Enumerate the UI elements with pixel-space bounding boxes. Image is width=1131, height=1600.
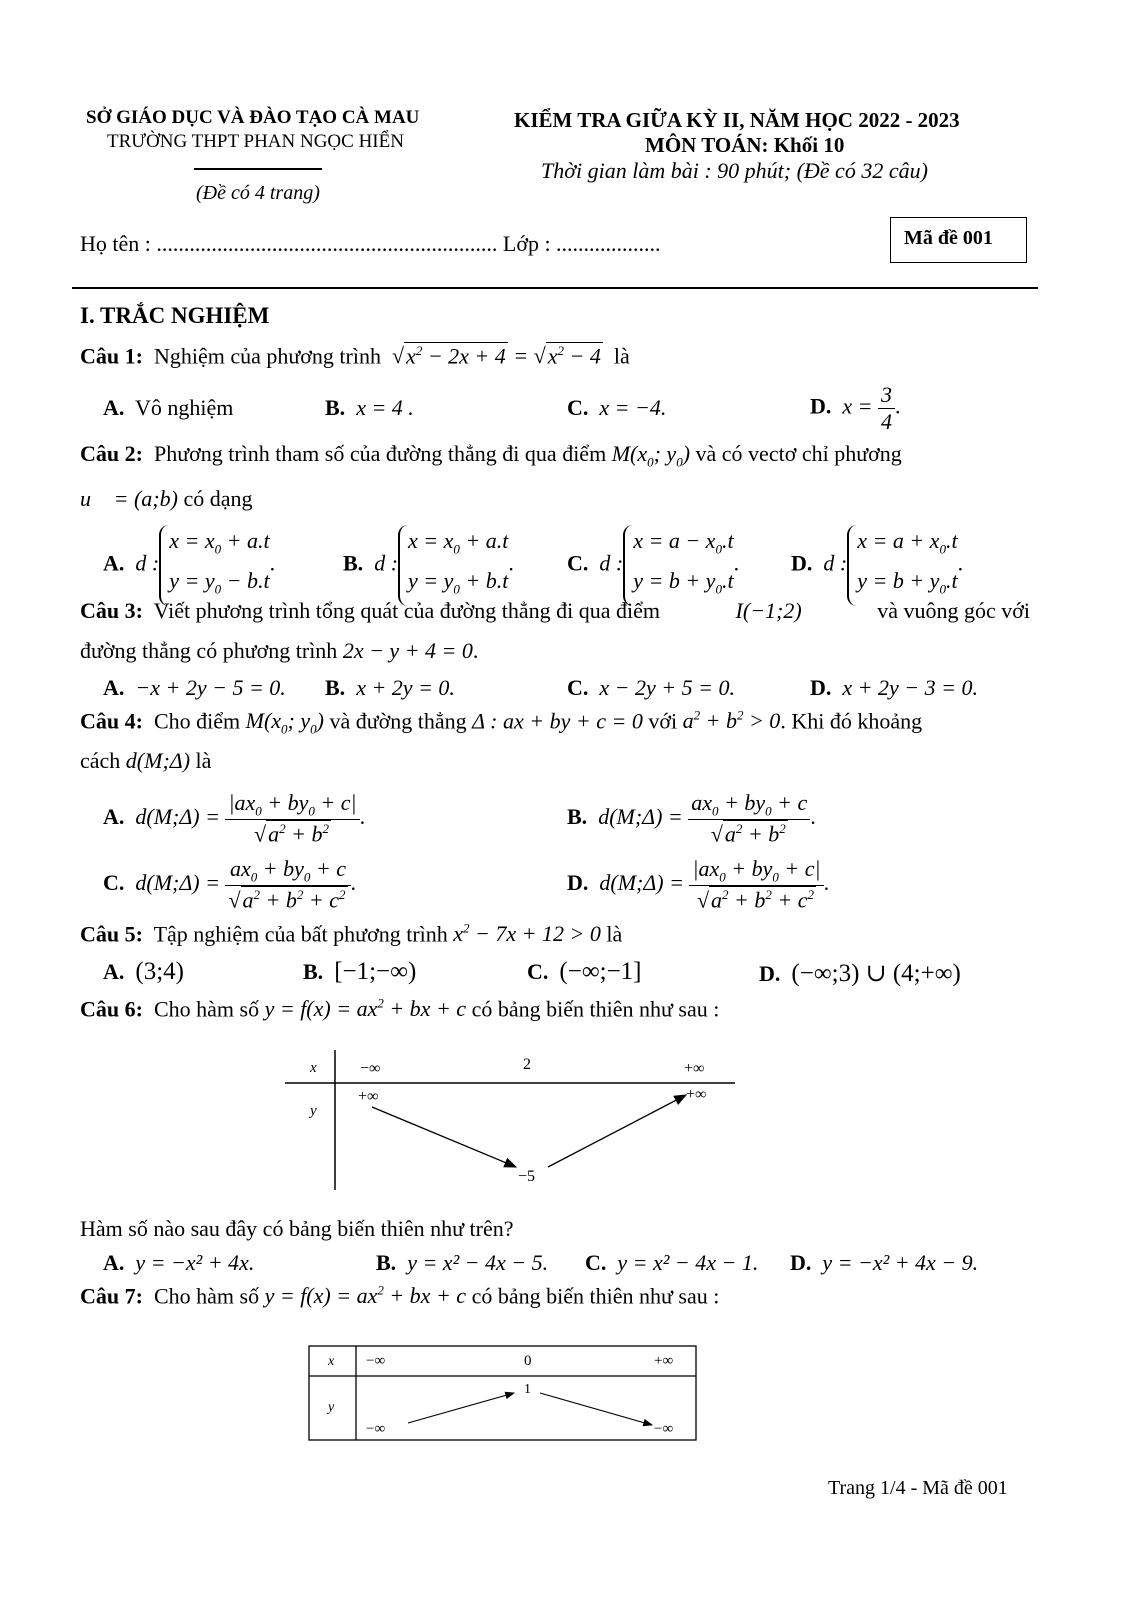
header-rule <box>72 287 1038 289</box>
t2-y-left: −∞ <box>366 1421 386 1437</box>
page-count-note: (Đề có 4 trang) <box>196 182 320 204</box>
t1-y-label: y <box>310 1103 317 1119</box>
question-4-line2: cách d(M;Δ) là <box>80 748 212 773</box>
question-2-line2: u⃗ = (a;b) có dạng <box>80 486 253 511</box>
section-title: I. TRẮC NGHIỆM <box>80 303 270 328</box>
t1-x3: +∞ <box>684 1060 705 1077</box>
t1-y-min: −5 <box>518 1168 536 1185</box>
time-note: Thời gian làm bài : 90 phút; (Đề có 32 câu) <box>541 158 928 183</box>
school-name: TRƯỜNG THPT PHAN NGỌC HIỂN <box>107 131 404 152</box>
q1-option-d: D. x = $\frac{3}{4}$ . <box>810 382 901 434</box>
t1-arrow-down <box>372 1107 516 1167</box>
variation-table-2 <box>308 1345 700 1443</box>
exam-title: KIỂM TRA GIỮA KỲ II, NĂM HỌC 2022 - 2023 <box>514 108 960 132</box>
t1-y-top-left: +∞ <box>358 1088 379 1105</box>
q6-option-a: A. y = −x² + 4x. <box>103 1250 255 1275</box>
q4-option-d: D. d(M;Δ) = $\frac{|ax_0 + by_0 + c|}{√a^2 + b^2 + c^2}$ . <box>567 856 830 913</box>
q1-option-b: B. x = 4 . <box>325 395 414 420</box>
t1-y-top-right: +∞ <box>686 1086 707 1103</box>
q2-option-c: C. d :x = $a - x_0.t$ $y = b + y_0.t$. <box>567 525 739 606</box>
t1-x1: −∞ <box>360 1060 381 1077</box>
question-6: Câu 6: Cho hàm số $y = f(x) = ax^2$ + bx + c có bảng biến thiên như sau : <box>80 996 720 1022</box>
q6-option-c: C. y = x² − 4x − 1. <box>585 1250 759 1275</box>
t2-y-right: −∞ <box>654 1421 674 1437</box>
q1-text: Nghiệm của phương trình <box>153 343 381 369</box>
q4-option-b: B. d(M;Δ) = $\frac{ax_0 + by_0 + c}{√a^2 + b^2}$ . <box>567 790 816 847</box>
q3-option-c: C. x − 2y + 5 = 0. <box>567 675 735 700</box>
q1-label: Câu 1: <box>80 343 143 369</box>
q2-option-b: B. d :x = $x_0 + a.t$ $y = y_0 + b.t$. <box>343 525 514 606</box>
t2-arrow-up <box>408 1393 514 1423</box>
question-3: Câu 3: Viết phương trình tổng quát của đường thẳng đi qua điểm I(−1;2) và vuông góc với <box>80 598 1030 623</box>
q5-option-b: B. [−1;−∞) <box>303 958 417 985</box>
q1-equation: $√x^2 - 2x + 4 = √x^2 - 4$ <box>391 343 601 369</box>
q2-option-a: A. d :x = $x_0 + a.t$ $y = y_0 - b.t$. <box>103 525 275 606</box>
page-footer: Trang 1/4 - Mã đề 001 <box>828 1477 1008 1499</box>
q1-option-c: C. x = −4. <box>567 395 667 420</box>
q3-option-d: D. x + 2y − 3 = 0. <box>810 675 978 700</box>
q5-option-c: C. (−∞;−1] <box>527 958 642 985</box>
q4-option-c: C. d(M;Δ) = $\frac{ax_0 + by_0 + c}{√a^2 + b^2 + c^2}$ . <box>103 856 357 913</box>
question-4: Câu 4: Cho điểm $M(x_0$; $y_0$) và đường thẳng Δ : ax + by + c = 0 với $a^2 + b^2 > 0$. Khi đó khoảng <box>80 708 923 737</box>
dept-name: SỞ GIÁO DỤC VÀ ĐÀO TẠO CÀ MAU <box>86 107 420 128</box>
question-7: Câu 7: Cho hàm số $y = f(x) = ax^2$ + bx + c có bảng biến thiên như sau : <box>80 1283 720 1309</box>
q6-option-b: B. y = x² − 4x − 5. <box>376 1250 549 1275</box>
t2-arrow-down <box>540 1393 652 1425</box>
q3-option-b: B. x + 2y = 0. <box>325 675 455 700</box>
question-1 <box>80 342 630 369</box>
q3-option-a: A. −x + 2y − 5 = 0. <box>103 675 286 700</box>
q6-option-d: D. y = −x² + 4x − 9. <box>790 1250 979 1275</box>
header-divider <box>194 168 322 170</box>
t1-x-label: x <box>310 1060 317 1076</box>
t2-x1: −∞ <box>366 1353 386 1369</box>
q1-option-a: A. Vô nghiệm <box>103 395 234 420</box>
t2-x2: 0 <box>524 1353 532 1369</box>
q2-option-d: D. d :x = $a + x_0.t$ $y = b + y_0.t$. <box>791 525 963 606</box>
q5-option-a: A. (3;4) <box>103 958 184 985</box>
question-3-line2: đường thẳng có phương trình 2x − y + 4 = 0. <box>80 638 479 663</box>
q4-option-a: A. d(M;Δ) = $\frac{|ax_0 + by_0 + c|}{√a^2 + b^2}$ . <box>103 790 366 847</box>
student-name-line: Họ tên : .............................................................. Lớp : ................... <box>80 231 661 256</box>
q1-tail: là <box>613 343 630 369</box>
question-2: Câu 2: Phương trình tham số của đường thẳng đi qua điểm $M(x_0$; $y_0$) và có vectơ chỉ phương <box>80 441 902 470</box>
t2-x-label: x <box>328 1354 335 1369</box>
question-6-prompt: Hàm số nào sau đây có bảng biến thiên như trên? <box>80 1216 514 1241</box>
variation-table-1 <box>280 1045 740 1195</box>
subject-title: MÔN TOÁN: Khối 10 <box>645 133 845 157</box>
t2-y-label: y <box>328 1400 335 1415</box>
t2-x3: +∞ <box>654 1353 674 1369</box>
question-5: Câu 5: Tập nghiệm của bất phương trình $x^2 - 7x + 12 > 0$ là <box>80 921 623 947</box>
t1-arrow-up <box>548 1095 686 1167</box>
exam-code: Mã đề 001 <box>904 227 993 249</box>
t1-x2: 2 <box>523 1056 531 1073</box>
t2-y-max: 1 <box>524 1382 531 1397</box>
q5-option-d: D. (−∞;3) ∪ (4;+∞) <box>759 960 961 987</box>
